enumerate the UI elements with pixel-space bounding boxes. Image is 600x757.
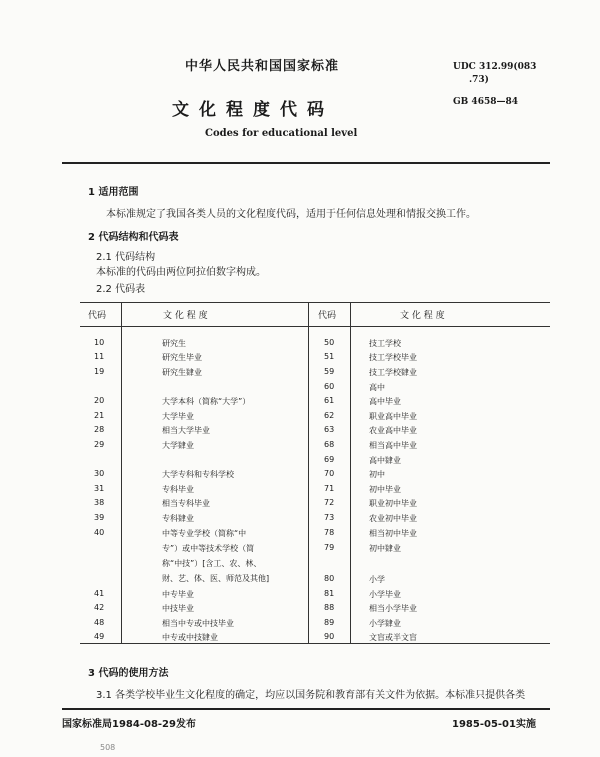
left-level-cell: 大学专科和专科学校 xyxy=(162,470,234,479)
left-level-cell: 称“中技”）[含工、农、林、 xyxy=(162,559,262,568)
table-bottom-rule xyxy=(80,643,550,644)
right-level-cell: 职业初中毕业 xyxy=(369,499,417,508)
left-level-cell: 专科毕业 xyxy=(162,485,194,494)
left-code-cell: 29 xyxy=(94,440,105,449)
right-code-cell: 60 xyxy=(324,382,335,391)
left-code-cell: 30 xyxy=(94,469,105,478)
left-level-cell: 大学本科（简称“大学”） xyxy=(162,397,251,406)
right-level-cell: 相当初中毕业 xyxy=(369,529,417,538)
effective-date: 1985-05-01实施 xyxy=(452,719,536,730)
left-code-cell: 10 xyxy=(94,338,105,347)
document-title-english: Codes for educational level xyxy=(205,128,358,139)
right-code-cell: 69 xyxy=(324,455,335,464)
left-code-cell: 38 xyxy=(94,498,105,507)
right-code-cell: 89 xyxy=(324,618,335,627)
left-level-cell: 研究生肄业 xyxy=(162,368,202,377)
left-level-cell: 研究生 xyxy=(162,339,186,348)
issue-date: 国家标准局1984-08-29发布 xyxy=(62,719,196,730)
right-code-cell: 72 xyxy=(324,498,335,507)
left-code-cell: 21 xyxy=(94,411,105,420)
right-code-cell: 80 xyxy=(324,574,335,583)
right-level-cell: 农业初中毕业 xyxy=(369,514,417,523)
section-2-title: 2 代码结构和代码表 xyxy=(88,232,179,243)
right-level-cell: 技工学校肄业 xyxy=(369,368,417,377)
left-code-cell: 49 xyxy=(94,632,105,641)
section-2-1-body: 本标准的代码由两位阿拉伯数字构成。 xyxy=(96,267,266,278)
left-level-cell: 研究生毕业 xyxy=(162,353,202,362)
left-code-cell: 40 xyxy=(94,528,105,537)
footer-divider xyxy=(62,708,550,710)
gb-number: GB 4658—84 xyxy=(453,97,518,107)
table-header-level: 文 化 程 度 xyxy=(400,311,445,321)
table-header-rule xyxy=(80,326,550,327)
table-header-code: 代码 xyxy=(88,311,107,321)
left-level-cell: 相当中专或中技毕业 xyxy=(162,619,234,628)
left-level-cell: 财、艺、体、医、师范及其他] xyxy=(162,574,270,583)
left-level-cell: 专”）或中等技术学校（简 xyxy=(162,544,255,553)
left-code-cell: 19 xyxy=(94,367,105,376)
left-level-cell: 中技毕业 xyxy=(162,604,194,613)
table-center-divider xyxy=(308,302,309,644)
left-level-cell: 中等专业学校（简称“中 xyxy=(162,529,247,538)
right-code-cell: 70 xyxy=(324,469,335,478)
right-level-cell: 技工学校毕业 xyxy=(369,353,417,362)
right-code-cell: 90 xyxy=(324,632,335,641)
right-level-cell: 小学肄业 xyxy=(369,619,401,628)
right-level-cell: 技工学校 xyxy=(369,339,401,348)
table-top-rule xyxy=(80,302,550,303)
right-code-cell: 71 xyxy=(324,484,335,493)
document-title: 文化程度代码 xyxy=(172,100,334,120)
right-code-cell: 59 xyxy=(324,367,335,376)
section-1-body: 本标准规定了我国各类人员的文化程度代码，适用于任何信息处理和情报交换工作。 xyxy=(106,209,476,220)
right-level-cell: 文盲或半文盲 xyxy=(369,633,417,642)
right-code-cell: 73 xyxy=(324,513,335,522)
right-code-cell: 81 xyxy=(324,589,335,598)
left-code-cell: 41 xyxy=(94,589,105,598)
left-level-cell: 专科肄业 xyxy=(162,514,194,523)
page-number: 508 xyxy=(100,743,116,752)
left-level-cell: 中专或中技肄业 xyxy=(162,633,218,642)
section-3-title: 3 代码的使用方法 xyxy=(88,668,169,679)
standard-org-title: 中华人民共和国国家标准 xyxy=(185,59,340,74)
table-header-code: 代码 xyxy=(318,311,337,321)
right-code-cell: 51 xyxy=(324,352,335,361)
left-code-cell: 28 xyxy=(94,425,105,434)
right-code-cell: 68 xyxy=(324,440,335,449)
right-code-cell: 78 xyxy=(324,528,335,537)
left-level-cell: 大学毕业 xyxy=(162,412,194,421)
right-level-cell: 高中肄业 xyxy=(369,456,401,465)
left-code-cell: 11 xyxy=(94,352,105,361)
section-3-1-body: 3.1 各类学校毕业生文化程度的确定，均应以国务院和教育部有关文件为依据。本标准只提供各类 xyxy=(96,690,526,701)
left-code-cell: 20 xyxy=(94,396,105,405)
header-divider xyxy=(62,162,550,164)
left-code-cell: 31 xyxy=(94,484,105,493)
table-col-divider xyxy=(121,302,122,644)
left-level-cell: 相当大学毕业 xyxy=(162,426,210,435)
right-code-cell: 50 xyxy=(324,338,335,347)
table-col-divider xyxy=(350,302,351,644)
left-level-cell: 中专毕业 xyxy=(162,590,194,599)
left-level-cell: 大学肄业 xyxy=(162,441,194,450)
right-code-cell: 79 xyxy=(324,543,335,552)
right-level-cell: 相当小学毕业 xyxy=(369,604,417,613)
udc-code-line1: UDC 312.99(083 xyxy=(453,62,537,72)
table-header-level: 文 化 程 度 xyxy=(163,311,208,321)
right-level-cell: 职业高中毕业 xyxy=(369,412,417,421)
right-level-cell: 小学 xyxy=(369,575,385,584)
right-level-cell: 初中毕业 xyxy=(369,485,401,494)
right-level-cell: 农业高中毕业 xyxy=(369,426,417,435)
right-code-cell: 61 xyxy=(324,396,335,405)
left-level-cell: 相当专科毕业 xyxy=(162,499,210,508)
left-code-cell: 42 xyxy=(94,603,105,612)
right-level-cell: 小学毕业 xyxy=(369,590,401,599)
right-level-cell: 高中毕业 xyxy=(369,397,401,406)
right-level-cell: 相当高中毕业 xyxy=(369,441,417,450)
right-level-cell: 初中肄业 xyxy=(369,544,401,553)
right-code-cell: 63 xyxy=(324,425,335,434)
right-level-cell: 初中 xyxy=(369,470,385,479)
right-code-cell: 88 xyxy=(324,603,335,612)
section-2-1-title: 2.1 代码结构 xyxy=(96,252,156,263)
udc-code-line2: .73) xyxy=(469,75,489,85)
left-code-cell: 48 xyxy=(94,618,105,627)
section-1-title: 1 适用范围 xyxy=(88,187,139,198)
section-2-2-title: 2.2 代码表 xyxy=(96,284,146,295)
right-code-cell: 62 xyxy=(324,411,335,420)
left-code-cell: 39 xyxy=(94,513,105,522)
right-level-cell: 高中 xyxy=(369,383,385,392)
